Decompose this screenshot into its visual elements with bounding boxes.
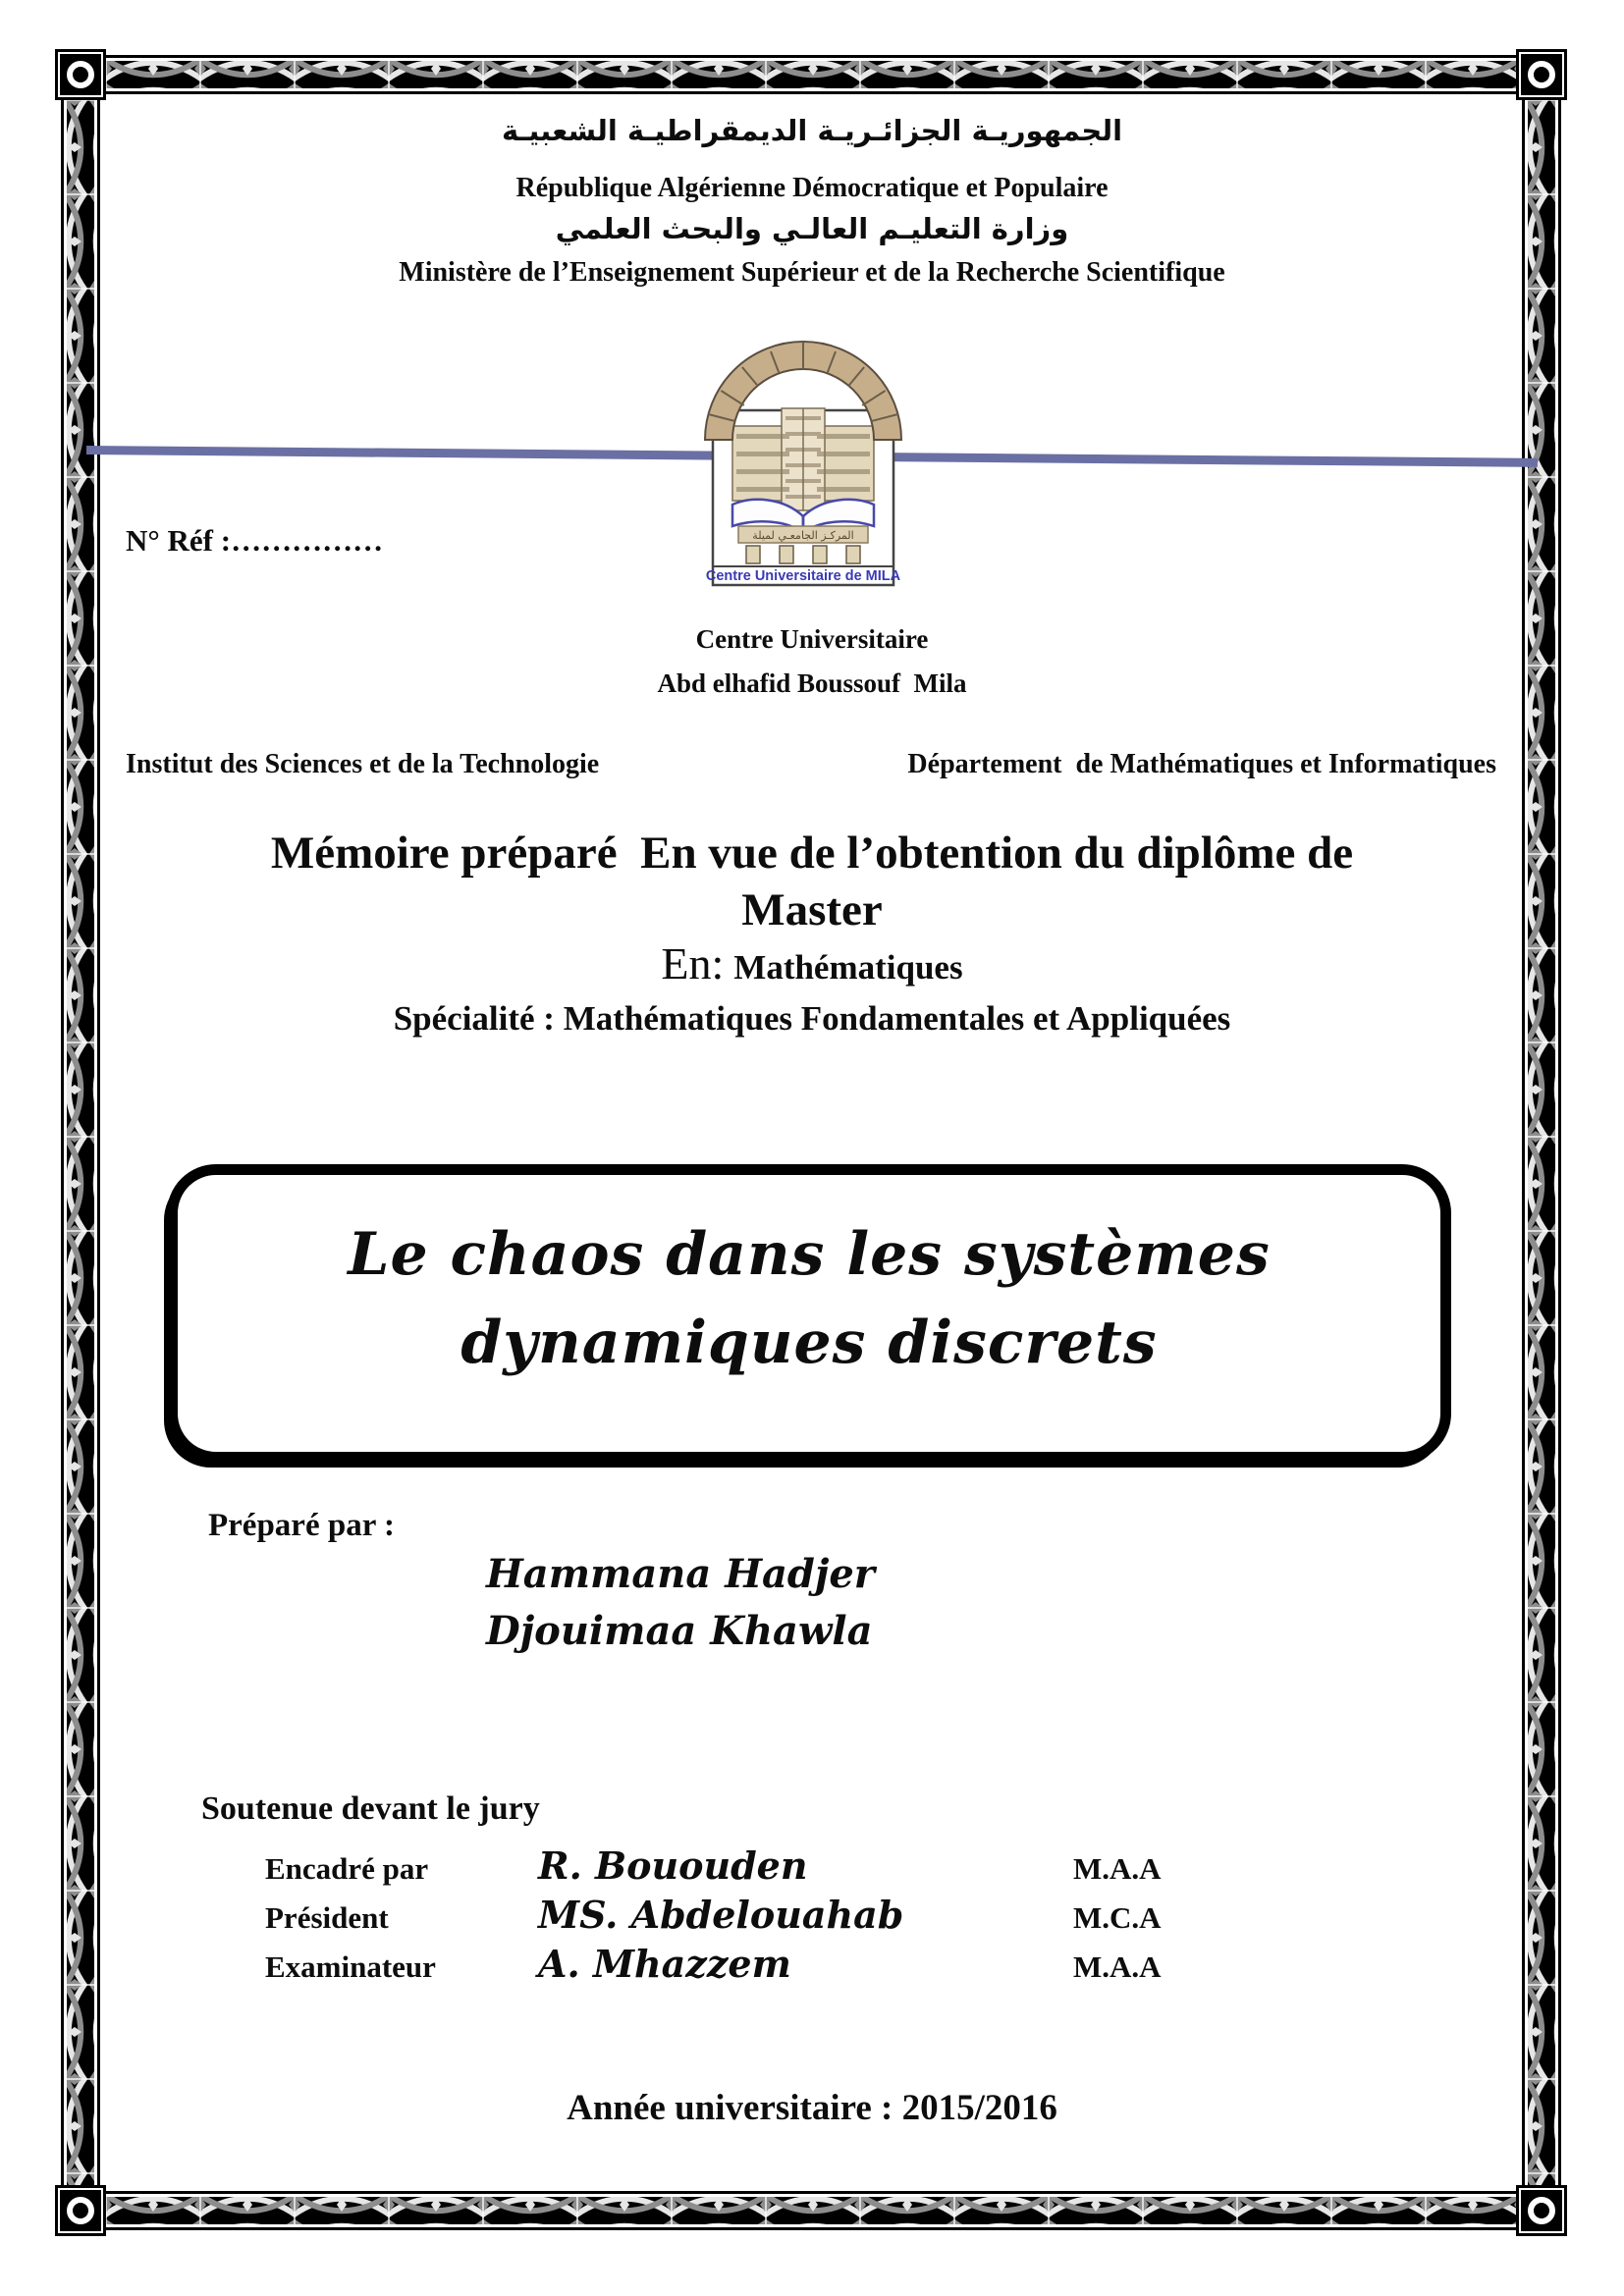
jury-role: Examinateur — [265, 1949, 436, 1984]
jury-member-name: R. Bououden — [538, 1843, 808, 1888]
jury-row-supervisor — [265, 1843, 1355, 1893]
jury-member-grade: M.C.A — [1073, 1900, 1162, 1935]
speciality-line: Spécialité : Mathématiques Fondamentales et Appliquées — [393, 999, 1231, 1038]
frame-corner-bottom-right — [1516, 2185, 1567, 2236]
field-row — [0, 937, 1624, 989]
frame-corner-top-left — [55, 49, 106, 100]
header-republic-fr: République Algérienne Démocratique et Populaire — [515, 173, 1109, 203]
department-name: Département de Mathématiques et Informatiques — [907, 749, 1496, 779]
field-label: En: — [661, 938, 725, 988]
frame-border-bottom — [106, 2191, 1516, 2230]
thesis-title — [178, 1210, 1440, 1387]
header-ministry-fr: Ministère de l’Enseignement Supérieur et de la Recherche Scientifique — [399, 257, 1225, 288]
jury-role: Président — [265, 1900, 389, 1935]
academic-year: Année universitaire : 2015/2016 — [567, 2088, 1057, 2128]
thesis-title-box — [167, 1164, 1451, 1463]
jury-role: Encadré par — [265, 1851, 429, 1886]
frame-corner-top-right — [1516, 49, 1567, 100]
author-name-2: Djouimaa Khawla — [486, 1608, 873, 1654]
jury-member-grade: M.A.A — [1073, 1949, 1162, 1984]
logo-banner-arabic-text: المركـز الجامعـي لميلة — [752, 529, 854, 542]
jury-member-name: MS. Abdelouahab — [538, 1893, 904, 1937]
jury-member-name: A. Mhazzem — [538, 1942, 791, 1986]
university-name-line2: Abd elhafid Boussouf Mila — [657, 668, 967, 698]
logo-caption-text: Centre Universitaire de MILA — [705, 568, 901, 584]
degree-statement-line1: Mémoire préparé En vue de l’obtention du diplôme de — [270, 828, 1354, 879]
frame-border-left — [61, 100, 100, 2185]
field-value: Mathématiques — [733, 948, 963, 987]
frame-border-top — [106, 55, 1516, 94]
header-arabic-ministry: وزارة التعليـم العالـي والبحث العلمي — [555, 212, 1069, 245]
frame-border-right — [1522, 100, 1561, 2185]
university-logo — [699, 324, 907, 587]
institution-row — [126, 749, 1496, 780]
thesis-title-line2: dynamiques discrets — [460, 1308, 1158, 1377]
university-name-line1: Centre Universitaire — [695, 624, 929, 654]
reference-number-label: N° Réf :…………… — [126, 523, 384, 558]
degree-statement-line2: Master — [741, 884, 883, 935]
header-arabic-republic: الجمهوريـة الجزائـريـة الديمقراطيـة الشعبيـة — [501, 114, 1123, 147]
jury-heading: Soutenue devant le jury — [201, 1790, 540, 1827]
institute-name: Institut des Sciences et de la Technologie — [126, 749, 600, 779]
author-name-1: Hammana Hadjer — [486, 1551, 875, 1597]
jury-member-grade: M.A.A — [1073, 1851, 1162, 1886]
prepared-by-label: Préparé par : — [208, 1508, 395, 1543]
logo-caption-divider — [713, 565, 893, 567]
frame-corner-bottom-left — [55, 2185, 106, 2236]
thesis-title-line1: Le chaos dans les systèmes — [348, 1220, 1271, 1289]
jury-row-examiner — [265, 1942, 1355, 1991]
jury-table — [265, 1843, 1355, 1991]
jury-row-president — [265, 1893, 1355, 1942]
